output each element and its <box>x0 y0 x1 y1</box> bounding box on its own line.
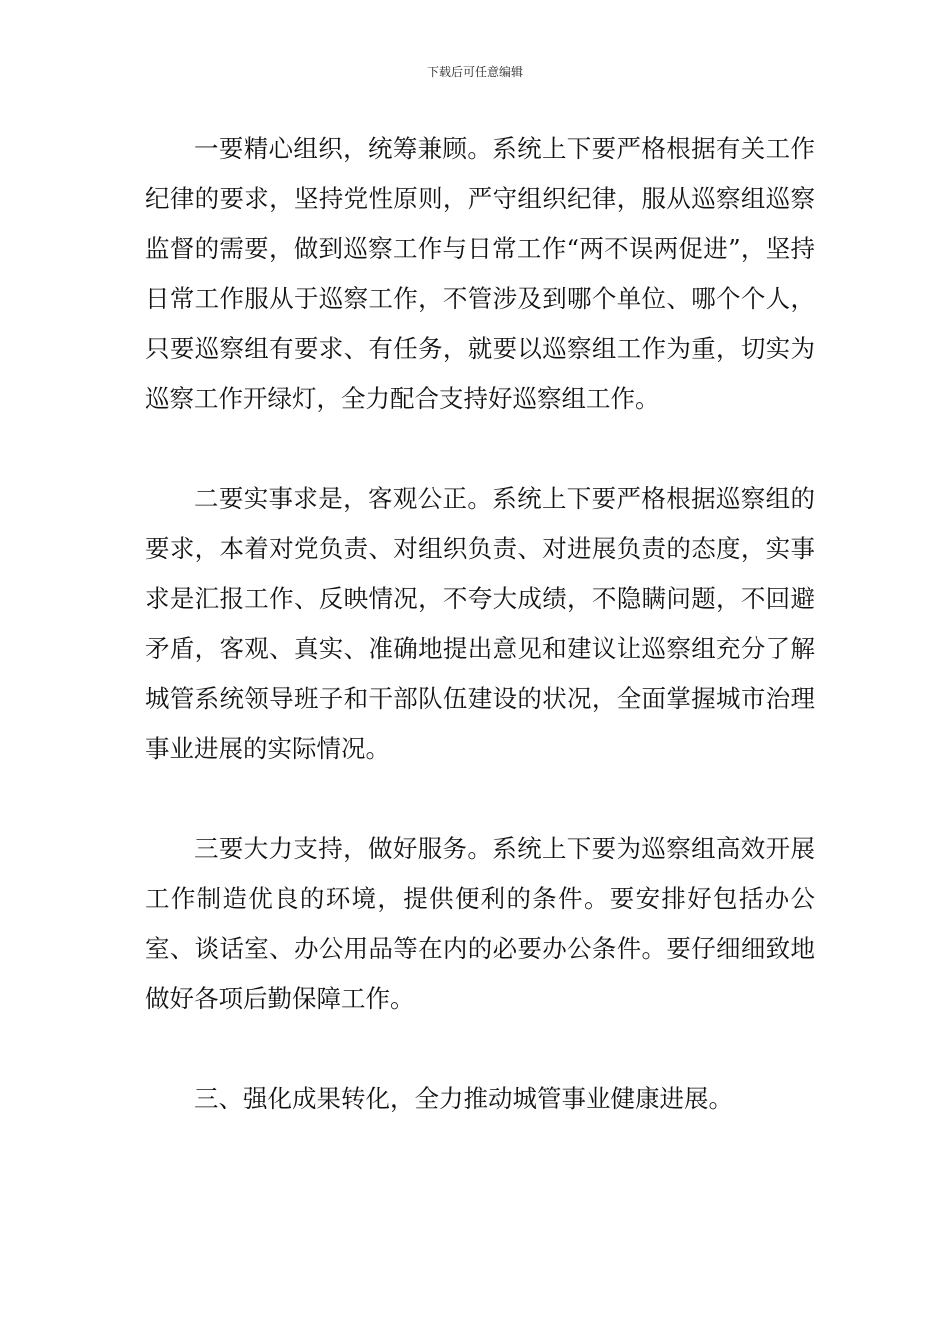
document-body <box>145 124 815 1124</box>
paragraph-1: 一要精心组织，统筹兼顾。系统上下要严格根据有关工作纪律的要求，坚持党性原则，严守组织纪律，服从巡察组巡察监督的需要，做到巡察工作与日常工作“两不误两促进”，坚持日常工作服从于巡察工作，不管涉及到哪个单位、哪个个人，只要巡察组有要求、有任务，就要以巡察组工作为重，切实为巡察工作开绿灯，全力配合支持好巡察组工作。 <box>145 134 815 413</box>
section-heading: 三、强化成果转化，全力推动城管事业健康进展。 <box>194 1084 733 1113</box>
paragraph-3: 三要大力支持，做好服务。系统上下要为巡察组高效开展工作制造优良的环境，提供便利的条件。要安排好包括办公室、谈话室、办公用品等在内的必要办公条件。要仔细细致地做好各项后勤保障工作。 <box>145 834 815 1013</box>
page-header-note: 下载后可任意编辑 <box>426 65 523 79</box>
paragraph-2: 二要实事求是，客观公正。系统上下要严格根据巡察组的要求，本着对党负责、对组织负责、对进展负责的态度，实事求是汇报工作、反映情况，不夸大成绩，不隐瞒问题，不回避矛盾，客观、真实、准确地提出意见和建议让巡察组充分了解城管系统领导班子和干部队伍建设的状况，全面掌握城市治理事业进展的实际情况。 <box>145 484 815 763</box>
